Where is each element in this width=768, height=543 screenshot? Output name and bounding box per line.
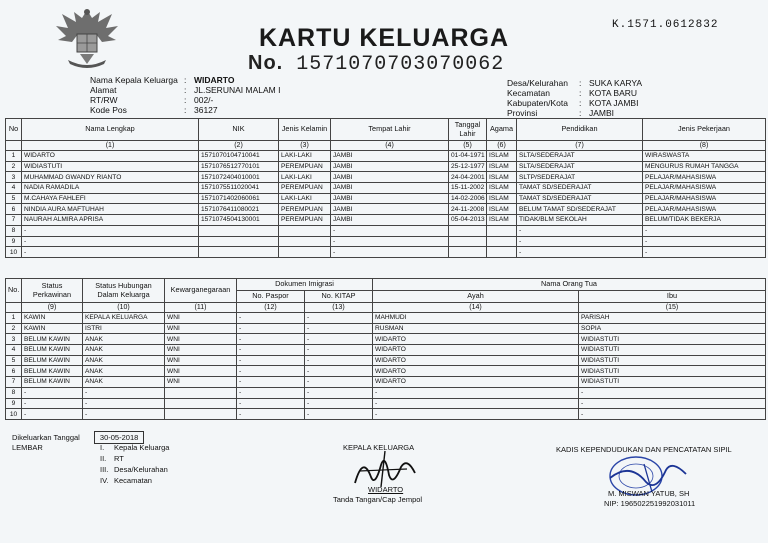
table2-cell: RUSMAN (373, 323, 579, 334)
table1-cell: MENGURUS RUMAH TANGGA (643, 161, 766, 172)
table1-cell: JAMBI (331, 204, 449, 215)
table2-row (6, 366, 766, 377)
table1-row (6, 183, 766, 194)
table2-row (6, 377, 766, 388)
table1-cell: - (331, 247, 449, 258)
table1-row (6, 161, 766, 172)
official-title: KADIS KEPENDUDUKAN DAN PENCATATAN SIPIL (556, 445, 732, 454)
table2-cell: BELUM KAWIN (22, 345, 83, 356)
table2-cell: ANAK (83, 377, 165, 388)
table2-cell: 7 (6, 377, 22, 388)
table1-cell: - (517, 225, 643, 236)
table1-cell: PEREMPUAN (279, 215, 331, 226)
official-name: M. MISWAN YATUB, SH (608, 489, 690, 498)
table2-cell: - (237, 409, 305, 420)
table1-cell: - (22, 236, 199, 247)
table1-row (6, 172, 766, 183)
table2-cell: ANAK (83, 345, 165, 356)
table1-cell: 1571074504130001 (199, 215, 279, 226)
kk-name: WIDARTO (368, 485, 404, 494)
table1-cell: ISLAM (487, 193, 517, 204)
table2-cell: - (305, 345, 373, 356)
table2-cell: 3 (6, 334, 22, 345)
table1-row (6, 204, 766, 215)
table1-cell: LAKI-LAKI (279, 151, 331, 162)
family-members-table (5, 118, 766, 258)
table1-cell: SLTA/SEDERAJAT (517, 161, 643, 172)
table2-cell: - (237, 334, 305, 345)
table1-cell: JAMBI (331, 193, 449, 204)
table1-cell: PELAJAR/MAHASISWA (643, 193, 766, 204)
table2-cell: KAWIN (22, 323, 83, 334)
table2-cell: WIDARTO (373, 366, 579, 377)
table1-cell: 24-11-2008 (449, 204, 487, 215)
table1-cell: SLTP/SEDERAJAT (517, 172, 643, 183)
header-right-fields (507, 78, 642, 118)
table2-row (6, 355, 766, 366)
table2-cell: - (305, 366, 373, 377)
table2-cell: WIDIASTUTI (579, 345, 766, 356)
lembar-list (100, 442, 169, 486)
table2-cell: 5 (6, 355, 22, 366)
field-rt-rw: RT/RW : 002/- (90, 95, 214, 105)
lembar-label: LEMBAR (12, 443, 43, 452)
table1-cell: 14-02-2006 (449, 193, 487, 204)
table1-cell: NADIA RAMADILA (22, 183, 199, 194)
table2-row (6, 387, 766, 398)
table2-cell: - (305, 387, 373, 398)
table2-cell: - (237, 355, 305, 366)
table2-cell: - (373, 387, 579, 398)
table2-cell: BELUM KAWIN (22, 377, 83, 388)
table2-cell: PARISAH (579, 313, 766, 324)
table1-cell (449, 225, 487, 236)
table1-cell: M.CAHAYA FAHLEFI (22, 193, 199, 204)
table2-cell: ANAK (83, 366, 165, 377)
table1-cell: PELAJAR/MAHASISWA (643, 204, 766, 215)
table1-cell: 1571070104710041 (199, 151, 279, 162)
table1-cell (449, 236, 487, 247)
table2-cell: - (22, 398, 83, 409)
table1-cell: 1571075511020041 (199, 183, 279, 194)
table1-cell (199, 236, 279, 247)
table1-cell: 5 (6, 193, 22, 204)
table2-cell: WIDARTO (373, 334, 579, 345)
table1-cell: - (22, 247, 199, 258)
table1-cell: TAMAT SD/SEDERAJAT (517, 183, 643, 194)
table2-row (6, 398, 766, 409)
table2-body (6, 313, 766, 420)
table2-cell: - (305, 355, 373, 366)
table1-cell (279, 247, 331, 258)
table2-cell: 10 (6, 409, 22, 420)
table1-cell: - (517, 247, 643, 258)
table2-cell: 2 (6, 323, 22, 334)
table1-cell: 15-11-2002 (449, 183, 487, 194)
table2-cell: - (22, 409, 83, 420)
table2-cell: MAHMUDI (373, 313, 579, 324)
table2-cell: - (305, 323, 373, 334)
table1-cell (487, 247, 517, 258)
field-kabupaten: Kabupaten/Kota : KOTA JAMBI (507, 98, 639, 108)
table2-cell: - (83, 409, 165, 420)
issued-label: Dikeluarkan Tanggal (12, 433, 80, 442)
table1-cell: JAMBI (331, 172, 449, 183)
table1-cell: 2 (6, 161, 22, 172)
table1-row (6, 193, 766, 204)
table2-row (6, 334, 766, 345)
table1-cell: LAKI-LAKI (279, 193, 331, 204)
table2-cell: BELUM KAWIN (22, 334, 83, 345)
table1-row (6, 236, 766, 247)
table2-cell: - (373, 398, 579, 409)
table1-cell: WIRASWASTA (643, 151, 766, 162)
table1-cell: JAMBI (331, 215, 449, 226)
table2-cell: - (237, 323, 305, 334)
table1-cell: - (22, 225, 199, 236)
table2-cell: 4 (6, 345, 22, 356)
table2-cell: BELUM KAWIN (22, 366, 83, 377)
table1-header-row: No Nama Lengkap NIK Jenis Kelamin Tempat Lahir Tanggal Lahir Agama Pendidikan Jenis Pekerjaan (6, 119, 766, 141)
table2-cell: KEPALA KELUARGA (83, 313, 165, 324)
table1-cell: JAMBI (331, 183, 449, 194)
table1-cell: 01-04-1971 (449, 151, 487, 162)
table2-cell: WNI (165, 345, 237, 356)
field-kecamatan: Kecamatan : KOTA BARU (507, 88, 638, 98)
document-title: KARTU KELUARGA (258, 24, 510, 52)
table2-row (6, 409, 766, 420)
table1-cell: PEREMPUAN (279, 183, 331, 194)
table2-cell: - (237, 313, 305, 324)
table1-body (6, 151, 766, 258)
table1-cell: 9 (6, 236, 22, 247)
table2-cell: WNI (165, 377, 237, 388)
table1-cell: ISLAM (487, 161, 517, 172)
table2-cell (165, 387, 237, 398)
table1-cell: NAURAH ALMIRA APRISA (22, 215, 199, 226)
table2-cell: ANAK (83, 355, 165, 366)
table1-cell: 1571076411080021 (199, 204, 279, 215)
table2-cell: - (305, 334, 373, 345)
table1-cell: LAKI-LAKI (279, 172, 331, 183)
table2-cell: - (305, 313, 373, 324)
table1-cell: - (331, 225, 449, 236)
table2-cell: WIDIASTUTI (579, 334, 766, 345)
table1-cell: PEREMPUAN (279, 204, 331, 215)
table2-cell: - (237, 345, 305, 356)
table1-cell: 10 (6, 247, 22, 258)
table2-cell: SOPIA (579, 323, 766, 334)
table1-cell: 25-12-1977 (449, 161, 487, 172)
table1-cell: WIDARTO (22, 151, 199, 162)
table1-cell: PELAJAR/MAHASISWA (643, 183, 766, 194)
table1-cell: TIDAK/BLM SEKOLAH (517, 215, 643, 226)
registration-number: K.1571.0612832 (612, 19, 719, 31)
issued-date: 30-05-2018 (94, 431, 144, 444)
table1-cell: ISLAM (487, 204, 517, 215)
table2-cell: - (305, 398, 373, 409)
table2-cell (165, 398, 237, 409)
table2-cell: WNI (165, 313, 237, 324)
table1-cell: BELUM/TIDAK BEKERJA (643, 215, 766, 226)
table1-cell: 3 (6, 172, 22, 183)
table1-cell: - (643, 236, 766, 247)
table1-cell: 4 (6, 183, 22, 194)
lembar-item-3: III. Desa/Kelurahan (100, 465, 168, 474)
table1-cell (279, 225, 331, 236)
table1-cell: PEREMPUAN (279, 161, 331, 172)
document-number-value: 1571070703070062 (296, 53, 505, 76)
table2-cell: 6 (6, 366, 22, 377)
table2-cell: BELUM KAWIN (22, 355, 83, 366)
table2-cell: ISTRI (83, 323, 165, 334)
table1-cell: ISLAM (487, 183, 517, 194)
lembar-item-2: II. RT (100, 454, 124, 463)
table2-cell: WNI (165, 355, 237, 366)
table2-row (6, 345, 766, 356)
table2-cell: WIDIASTUTI (579, 377, 766, 388)
table2-cell: 1 (6, 313, 22, 324)
table2-cell (165, 409, 237, 420)
table1-cell: 7 (6, 215, 22, 226)
table1-cell: BELUM TAMAT SD/SEDERAJAT (517, 204, 643, 215)
field-provinsi: Provinsi : JAMBI (507, 108, 615, 118)
table2-header-row2: No. Paspor No. KITAP Ayah Ibu (6, 291, 766, 303)
table2-cell: - (83, 387, 165, 398)
table1-row (6, 151, 766, 162)
table1-cell (199, 225, 279, 236)
field-kode-pos: Kode Pos : 36127 (90, 105, 218, 115)
table2-cell: WIDARTO (373, 345, 579, 356)
table2-cell: - (305, 409, 373, 420)
table1-cell: MUHAMMAD GWANDY RIANTO (22, 172, 199, 183)
table2-cell: WIDIASTUTI (579, 366, 766, 377)
table2-cell: - (83, 398, 165, 409)
table1-cell: 8 (6, 225, 22, 236)
garuda-emblem-icon (52, 4, 122, 72)
table1-row (6, 215, 766, 226)
table2-row (6, 313, 766, 324)
table1-cell: - (331, 236, 449, 247)
table1-cell (487, 225, 517, 236)
table1-cell: JAMBI (331, 161, 449, 172)
table2-cell: - (579, 398, 766, 409)
table2-cell: 9 (6, 398, 22, 409)
table1-cell (279, 236, 331, 247)
table2-cell: - (237, 387, 305, 398)
field-nama-kepala: Nama Kepala Keluarga : WIDARTO (90, 75, 235, 85)
table2-cell: WIDARTO (373, 355, 579, 366)
field-alamat: Alamat : JL.SERUNAI MALAM I (90, 85, 281, 95)
table1-cell: ISLAM (487, 151, 517, 162)
table1-cell: - (643, 247, 766, 258)
table2-cell: WNI (165, 366, 237, 377)
kk-signature-title: KEPALA KELUARGA (343, 443, 415, 452)
header-left-fields (90, 75, 280, 115)
table1-cell: NINDIA AURA MAFTUHAH (22, 204, 199, 215)
table1-cell: 1 (6, 151, 22, 162)
table1-cell (449, 247, 487, 258)
lembar-item-4: IV. Kecamatan (100, 476, 152, 485)
family-status-table (5, 278, 766, 420)
table2-cell: - (237, 366, 305, 377)
table2-cell: - (22, 387, 83, 398)
table2-cell: - (237, 398, 305, 409)
table1-cell: PELAJAR/MAHASISWA (643, 172, 766, 183)
table2-cell: KAWIN (22, 313, 83, 324)
table1-cell (199, 247, 279, 258)
table1-cell: - (517, 236, 643, 247)
table1-cell: - (643, 225, 766, 236)
table1-cell: SLTA/SEDERAJAT (517, 151, 643, 162)
document-number-prefix: No. (248, 52, 284, 74)
table1-cell: 24-04-2001 (449, 172, 487, 183)
table2-cell: 8 (6, 387, 22, 398)
table2-cell: ANAK (83, 334, 165, 345)
lembar-item-1: I. Kepala Keluarga (100, 443, 170, 452)
table1-row (6, 225, 766, 236)
table2-colnum-row: (9) (10) (11) (12) (13) (14) (15) (6, 303, 766, 313)
table2-cell: - (237, 377, 305, 388)
table1-cell: 6 (6, 204, 22, 215)
official-nip: NIP: 196502251992031011 (604, 499, 696, 508)
kk-caption: Tanda Tangan/Cap Jempol (333, 495, 423, 504)
table1-cell: 1571076512770101 (199, 161, 279, 172)
table2-row (6, 323, 766, 334)
table1-cell: ISLAM (487, 215, 517, 226)
table1-cell: JAMBI (331, 151, 449, 162)
table2-cell: - (305, 377, 373, 388)
table2-header-row1: No. Status Perkawinan Status Hubungan Dalam Keluarga Kewarganegaraan Dokumen Imigrasi Nama Orang Tua (6, 279, 766, 291)
table1-cell: 05-04-2013 (449, 215, 487, 226)
table2-cell: - (579, 409, 766, 420)
table1-cell: 1571072404010001 (199, 172, 279, 183)
table2-cell: WNI (165, 323, 237, 334)
table1-row (6, 247, 766, 258)
table1-cell: ISLAM (487, 172, 517, 183)
document-number (248, 52, 504, 76)
table1-cell: TAMAT SD/SEDERAJAT (517, 193, 643, 204)
table2-cell: - (373, 409, 579, 420)
field-desa: Desa/Kelurahan : SUKA KARYA (507, 78, 643, 88)
table2-cell: WIDIASTUTI (579, 355, 766, 366)
table2-cell: WNI (165, 334, 237, 345)
table1-cell: WIDIASTUTI (22, 161, 199, 172)
table2-cell: - (579, 387, 766, 398)
table2-cell: WIDARTO (373, 377, 579, 388)
table1-cell (487, 236, 517, 247)
table1-cell: 1571071402060061 (199, 193, 279, 204)
table1-colnum-row: (1) (2) (3) (4) (5) (6) (7) (8) (6, 141, 766, 151)
